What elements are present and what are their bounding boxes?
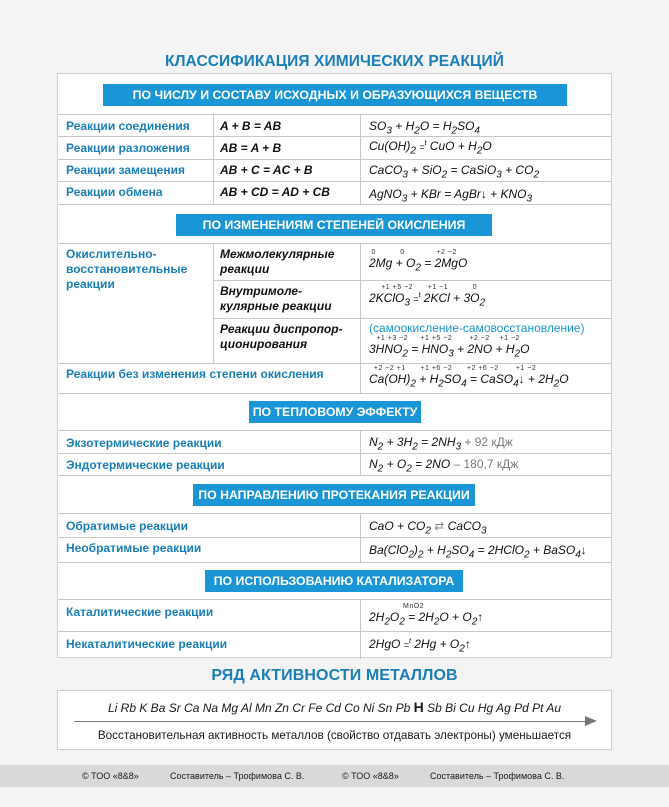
row-name: Каталитические реакции — [66, 605, 214, 619]
row-name: Некаталитические реакции — [66, 637, 228, 651]
divider — [58, 453, 611, 454]
divider — [58, 363, 611, 364]
section-header-thermal: ПО ТЕПЛОВОМУ ЭФФЕКТУ — [249, 401, 421, 423]
divider — [58, 599, 611, 600]
divider — [213, 318, 611, 319]
arrow-line — [74, 721, 587, 722]
row-name: Экзотермические реакции — [66, 436, 222, 450]
row-equation: +1 +5 −2 +1 −1 0 2KClO$_3$ =$^t$ $2KCl + 3O_2$ — [369, 284, 486, 309]
row-name: Необратимые реакции — [66, 541, 202, 555]
metals-row — [58, 699, 611, 715]
footer — [0, 765, 669, 787]
row-scheme: AB + C = AC + B — [220, 163, 313, 177]
heat-value: + 92 кДж — [464, 435, 513, 449]
divider — [58, 393, 611, 394]
divider — [58, 562, 611, 563]
classification-card — [57, 73, 612, 658]
section-header-catalyst: ПО ИСПОЛЬЗОВАНИЮ КАТАЛИЗАТОРА — [205, 570, 463, 592]
divider — [58, 159, 611, 160]
divider — [58, 475, 611, 476]
divider — [58, 243, 611, 244]
divider — [213, 280, 611, 281]
row-equation: 0 0 +2 −2 $2Mg + O_2 = 2MgO$ — [369, 249, 468, 274]
row-equation: 2HgO =$^t$ $2Hg + O_2↑$ — [369, 637, 471, 655]
row-name: Реакции без изменения степени окисления — [66, 367, 324, 381]
row-scheme: AB = A + B — [220, 141, 282, 155]
row-equation: $N_2 + O_2 = 2NO - 180,7$ кДж — [369, 457, 519, 475]
subtype-note: (самоокисление-самовосстановление) — [369, 321, 585, 335]
hydrogen: H — [413, 699, 424, 715]
row-scheme: AB + CD = AD + CB — [220, 185, 330, 199]
row-equation: $Ba(ClO_2)_2 + H_2SO_4$ = 2HClO$_2$ + BaSO$_4$↓ — [369, 543, 587, 561]
row-equation: +2 −2 +1 +1 +6 −2 +2 +6 −2 +1 −2 $Ca(OH)_2 + H_2SO_4$ = CaSO$_4$↓ + $2H_2O$ — [369, 365, 569, 390]
subtype-name: Реакции диспропор-ционирования — [220, 322, 343, 351]
catalyst-label: MnO2 — [403, 603, 425, 610]
divider — [58, 537, 611, 538]
row-equation: $Cu(OH)_2 =^t$ CuO + $H_2O$ — [369, 139, 492, 157]
row-name: Реакции разложения — [66, 141, 190, 155]
redox-category: Окислительно-восстановительные реакции — [66, 247, 188, 291]
footer-copyright: © ТОО «8&8» — [342, 771, 399, 781]
divider — [58, 114, 611, 115]
divider — [58, 631, 611, 632]
row-name: Обратимые реакции — [66, 519, 188, 533]
row-name: Реакции замещения — [66, 163, 185, 177]
col-divider — [213, 243, 214, 363]
footer-author: Составитель – Трофимова С. В. — [170, 771, 305, 781]
footer-copyright: © ТОО «8&8» — [82, 771, 139, 781]
col-divider — [360, 599, 361, 659]
metals-before-hydrogen: Li Rb K Ba Sr Ca Na Mg Al Mn Zn Cr Fe Cd Co Ni Sn Pb — [108, 701, 411, 715]
row-equation: CaO + $CO_2$ ⇄ CaCO$_3$ — [369, 519, 487, 537]
row-name: Реакции соединения — [66, 119, 190, 133]
section-header-composition: ПО ЧИСЛУ И СОСТАВУ ИСХОДНЫХ И ОБРАЗУЮЩИХСЯ ВЕЩЕСТВ — [103, 84, 567, 106]
subtype-name: Внутримоле-кулярные реакции — [220, 284, 332, 313]
row-equation: AgNO$_3$ + KBr = AgBr↓ + $KNO_3$ — [369, 187, 533, 205]
row-name: Эндотермические реакции — [66, 458, 225, 472]
heat-value: – 180,7 кДж — [453, 457, 519, 471]
subtype-name: Межмолекулярные реакции — [220, 247, 335, 276]
section-header-direction: ПО НАПРАВЛЕНИЮ ПРОТЕКАНИЯ РЕАКЦИИ — [193, 484, 475, 506]
row-equation: (самоокисление-самовосстановление) +1 +3 −2 +1 +5 −2 +2 −2 +1 −2 $3HNO_2 = HNO_3 + 2NO + H_2O$ — [369, 321, 585, 360]
row-name: Реакции обмена — [66, 185, 163, 199]
row-equation: MnO2 $2H_2O_2 = 2H_2O$ + $O_2↑$ — [369, 603, 484, 628]
divider — [58, 181, 611, 182]
activity-caption: Восстановительная активность металлов (свойство отдавать электроны) уменьшается — [97, 729, 572, 742]
row-equation: $SO_3 + H_2O = H_2SO_4$ — [369, 119, 480, 137]
arrow-right-icon — [585, 716, 597, 726]
row-equation: CaCO$_3$ + SiO$_2$ = CaSiO$_3$ + $CO_2$ — [369, 163, 539, 181]
divider — [58, 136, 611, 137]
row-scheme: A + B = AB — [220, 119, 282, 133]
activity-series — [57, 690, 612, 750]
divider — [58, 513, 611, 514]
divider — [58, 204, 611, 205]
activity-series-title: РЯД АКТИВНОСТИ МЕТАЛЛОВ — [211, 667, 458, 684]
page-title: КЛАССИФИКАЦИЯ ХИМИЧЕСКИХ РЕАКЦИЙ — [165, 53, 504, 70]
footer-author: Составитель – Трофимова С. В. — [430, 771, 565, 781]
metals-after-hydrogen: Sb Bi Cu Hg Ag Pd Pt Au — [427, 701, 561, 715]
section-header-oxidation: ПО ИЗМЕНЕНИЯМ СТЕПЕНЕЙ ОКИСЛЕНИЯ — [176, 214, 492, 236]
row-equation: $N_2 + 3H_2 = 2NH_3 + 92$ кДж — [369, 435, 513, 453]
divider — [58, 430, 611, 431]
